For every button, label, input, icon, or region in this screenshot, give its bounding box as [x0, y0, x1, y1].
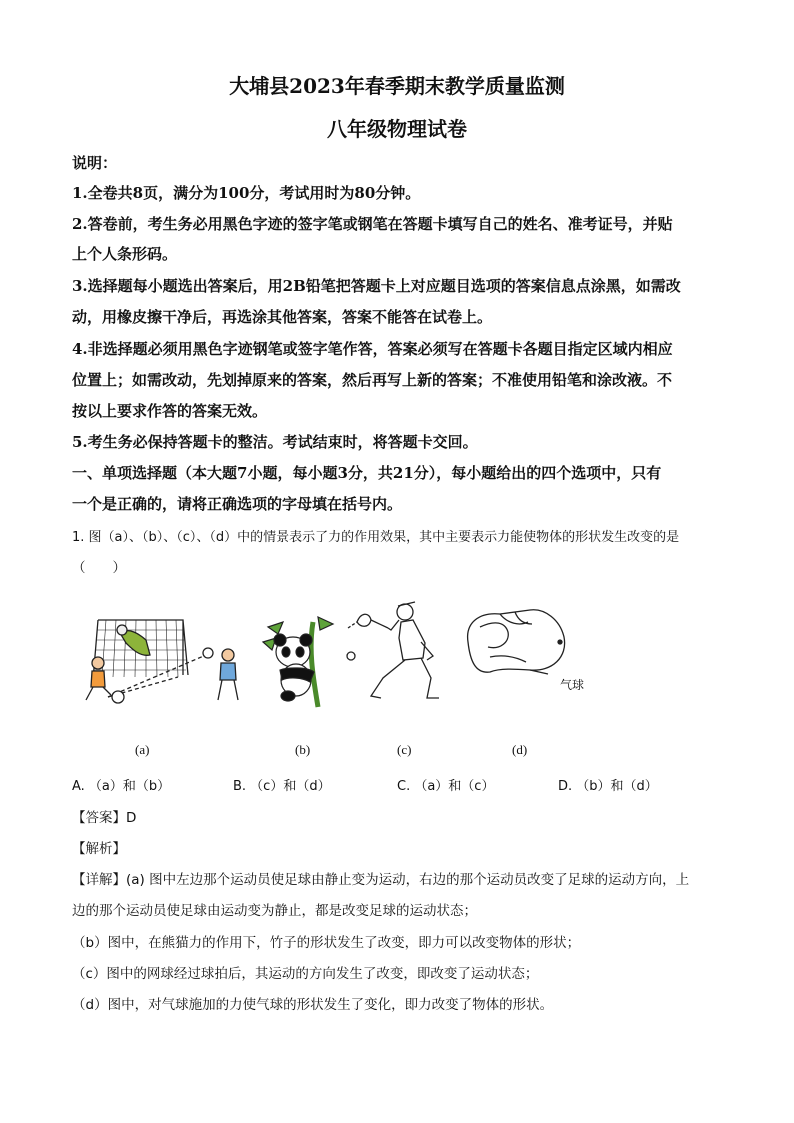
figure-label-d: (d)	[512, 742, 528, 757]
analysis-label: 【解析】	[72, 841, 126, 857]
instruction-line: 位置上；如需改动，先划掉原来的答案，然后再写上新的答案；不准使用铅笔和涂改液。不	[72, 371, 673, 389]
question-stem: 1. 图（a）、（b）、（c）、（d）中的情景表示了力的作用效果，其中主要表示力能使物体的形状发生改变的是	[72, 530, 680, 545]
option-d: D. （b）和（d）	[558, 779, 658, 794]
instruction-line: 3.选择题每小题选出答案后，用2B铅笔把答题卡上对应题目选项的答案信息点涂黑，如需改	[72, 277, 681, 295]
section-heading-cont: 一个是正确的，请将正确选项的字母填在括号内。	[72, 495, 403, 513]
page-subtitle: 八年级物理试卷	[327, 117, 467, 141]
analysis-line: 【详解】(a) 图中左边那个运动员使足球由静止变为运动，右边的那个运动员改变了足球的运动方向，上	[72, 872, 690, 888]
option-b: B. （c）和（d）	[233, 779, 331, 794]
figure-label-a: (a)	[135, 742, 150, 757]
instruction-line: 按以上要求作答的答案无效。	[72, 402, 268, 420]
analysis-line: 边的那个运动员使足球由运动变为静止，都是改变足球的运动状态；	[72, 903, 477, 919]
figure-b-panda-illustration	[258, 612, 338, 712]
instruction-line: 5.考生务必保持答题卡的整洁。考试结束时，将答题卡交回。	[72, 433, 478, 451]
figure-label-b: (b)	[295, 742, 311, 757]
figure-c-tennis-illustration	[343, 598, 453, 708]
analysis-line: （b）图中，在熊猫力的作用下，竹子的形状发生了改变，即力可以改变物体的形状；	[72, 935, 581, 951]
instruction-line: 动，用橡皮擦干净后，再选涂其他答案，答案不能答在试卷上。	[72, 308, 493, 326]
instruction-line: 1.全卷共8页，满分为100分，考试用时为80分钟。	[72, 184, 421, 202]
instruction-line: 2.答卷前，考生务必用黑色字迹的签字笔或钢笔在答题卡填写自己的姓名、准考证号，并贴	[72, 215, 673, 233]
analysis-line: （c）图中的网球经过球拍后，其运动的方向发生了改变，即改变了运动状态；	[72, 966, 539, 982]
instructions-heading: 说明：	[72, 154, 118, 172]
analysis-line: （d）图中，对气球施加的力使气球的形状发生了变化，即力改变了物体的形状。	[72, 997, 554, 1013]
figure-a-soccer-illustration	[78, 615, 253, 710]
page-title: 大埔县2023年春季期末教学质量监测	[229, 74, 565, 98]
section-heading: 一、单项选择题（本大题7小题，每小题3分，共21分），每小题给出的四个选项中，只有	[72, 464, 662, 482]
answer-label: 【答案】D	[72, 810, 137, 826]
option-a: A. （a）和（b）	[72, 779, 171, 794]
instruction-line: 上个人条形码。	[72, 245, 178, 263]
instruction-line: 4.非选择题必须用黑色字迹钢笔或签字笔作答，答案必须写在答题卡各题目指定区域内相应	[72, 340, 673, 358]
figure-label-c: (c)	[397, 742, 412, 757]
option-c: C. （a）和（c）	[397, 779, 495, 794]
question-blank: （ ）	[72, 560, 126, 576]
balloon-label: 气球	[560, 678, 585, 692]
